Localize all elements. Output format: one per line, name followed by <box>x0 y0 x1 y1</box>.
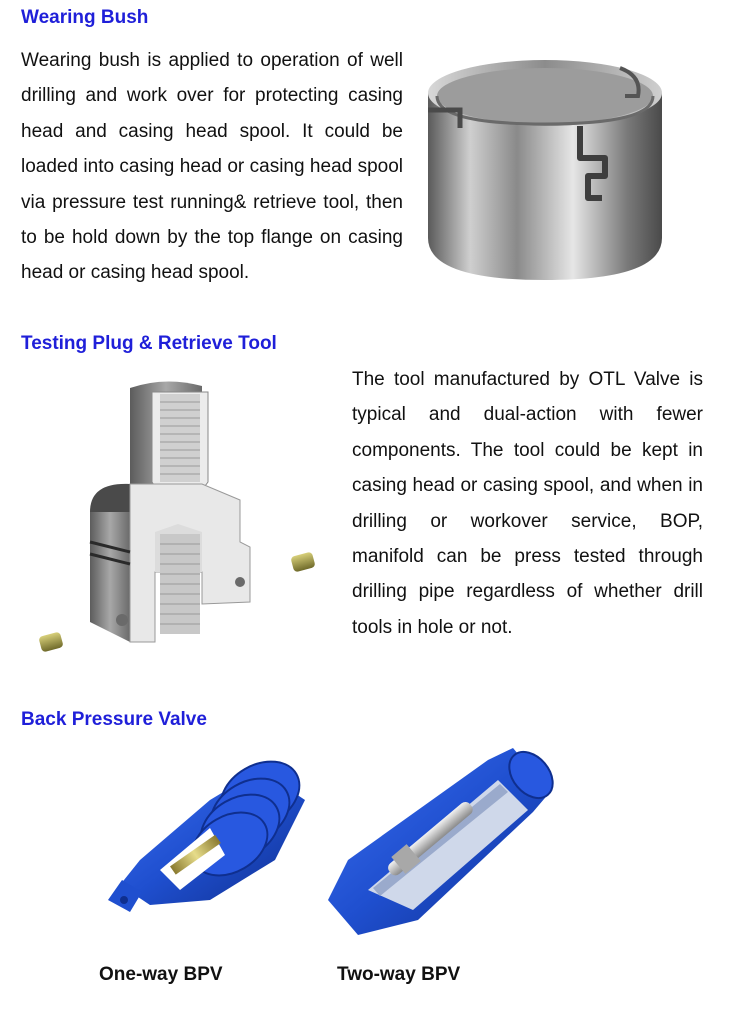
testing-plug-image <box>30 372 330 662</box>
wearing-bush-image <box>420 48 670 288</box>
caption-two-way-bpv: Two-way BPV <box>337 964 461 985</box>
heading-back-pressure-valve: Back Pressure Valve <box>21 709 207 730</box>
wearing-bush-description: Wearing bush is applied to operation of well drilling and work over for protecting casing head and casing head spool. It could be loaded into casing head or casing head spool via pressure test running& retrieve tool, then to be hold down by the top flange on casing head or casing head spool. <box>21 50 403 284</box>
caption-one-way-bpv: One-way BPV <box>99 964 223 985</box>
heading-testing-plug: Testing Plug & Retrieve Tool <box>21 333 277 354</box>
testing-plug-description: The tool manufactured by OTL Valve is typical and dual-action with fewer components. The tool could be kept in casing head or casing spool, and when in drilling or workover service, BOP, manifold can be press tested through drilling pipe regardless of whether drill tools in hole or not. <box>352 369 703 638</box>
two-way-bpv-image <box>318 740 558 950</box>
heading-wearing-bush: Wearing Bush <box>21 7 149 28</box>
one-way-bpv-image <box>100 740 320 925</box>
